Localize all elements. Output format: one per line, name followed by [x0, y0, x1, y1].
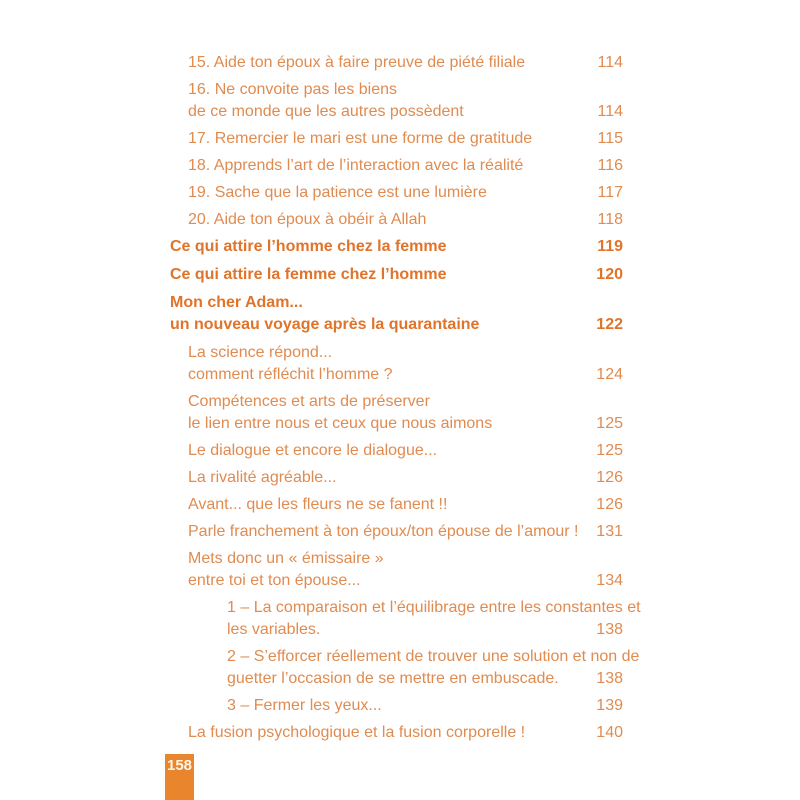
toc-entry [170, 440, 623, 462]
toc-entry-page: 126 [596, 469, 623, 486]
toc-entry [170, 79, 623, 123]
toc-entry-page: 138 [596, 670, 623, 687]
toc-entry [170, 695, 623, 717]
toc-entry-title: 17. Remercier le mari est une forme de gratitude [188, 130, 533, 147]
page-number: 158 [166, 757, 193, 774]
toc-entry [170, 521, 623, 543]
toc-entry-page: 122 [596, 316, 623, 333]
toc-entry-page: 126 [596, 496, 623, 513]
toc-entry-title: 15. Aide ton époux à faire preuve de piété filiale [188, 54, 526, 71]
toc-entry-title: Mets donc un « émissaire » entre toi et ton épouse... [188, 550, 384, 589]
toc-entry-title: Mon cher Adam... un nouveau voyage après la quarantaine [170, 294, 480, 333]
toc-entry-page: 119 [597, 238, 623, 255]
toc-entry-page: 118 [597, 211, 623, 228]
page-number-badge [165, 754, 194, 800]
toc-entry-title: 20. Aide ton époux à obéir à Allah [188, 211, 427, 228]
toc-entry [170, 236, 623, 258]
toc-entry [170, 722, 623, 744]
toc-entry-page: 131 [596, 523, 623, 540]
toc-entry [170, 264, 623, 286]
toc-entry [170, 292, 623, 336]
toc-entry [170, 128, 623, 150]
toc-entry-page: 134 [596, 572, 623, 589]
toc-entry-title: 1 – La comparaison et l’équilibrage entre les constantes et les variables. [227, 599, 641, 638]
toc-entry [170, 155, 623, 177]
toc-entry-page: 114 [597, 103, 623, 120]
toc-entry-title: Compétences et arts de préserver le lien entre nous et ceux que nous aimons [188, 393, 493, 432]
toc-entry [170, 209, 623, 231]
table-of-contents [170, 52, 641, 749]
toc-entry-title: Avant... que les fleurs ne se fanent !! [188, 496, 448, 513]
toc-entry-title: 18. Apprends l’art de l’interaction avec la réalité [188, 157, 524, 174]
toc-entry-title: Ce qui attire la femme chez l’homme [170, 266, 447, 283]
toc-entry-title: 16. Ne convoite pas les biens de ce monde que les autres possèdent [188, 81, 464, 120]
toc-entry-page: 116 [597, 157, 623, 174]
toc-entry-page: 138 [596, 621, 623, 638]
toc-entry-title: Parle franchement à ton époux/ton épouse de l’amour ! [188, 523, 579, 540]
toc-entry [170, 467, 623, 489]
toc-entry-page: 115 [597, 130, 623, 147]
toc-entry-title: Ce qui attire l’homme chez la femme [170, 238, 447, 255]
toc-entry [170, 391, 623, 435]
toc-entry-page: 124 [596, 366, 623, 383]
toc-entry-title: La rivalité agréable... [188, 469, 337, 486]
toc-entry-page: 114 [597, 54, 623, 71]
toc-entry-page: 139 [596, 697, 623, 714]
toc-entry-title: Le dialogue et encore le dialogue... [188, 442, 438, 459]
toc-entry-page: 125 [596, 415, 623, 432]
toc-entry [170, 597, 641, 641]
toc-entry [170, 494, 623, 516]
toc-entry-page: 140 [596, 724, 623, 741]
toc-entry-title: 19. Sache que la patience est une lumière [188, 184, 487, 201]
toc-entry-page: 120 [596, 266, 623, 283]
toc-entry [170, 52, 623, 74]
toc-entry [170, 182, 623, 204]
toc-entry-page: 125 [596, 442, 623, 459]
toc-entry-page: 117 [597, 184, 623, 201]
toc-entry-title: La fusion psychologique et la fusion corporelle ! [188, 724, 526, 741]
toc-entry [170, 548, 623, 592]
toc-entry [170, 342, 623, 386]
toc-entry-title: La science répond... comment réfléchit l’homme ? [188, 344, 393, 383]
toc-entry-title: 2 – S’efforcer réellement de trouver une solution et non de guetter l’occasion de se mettre en embuscade. [227, 648, 640, 687]
toc-entry [170, 646, 640, 690]
toc-entry-title: 3 – Fermer les yeux... [227, 697, 382, 714]
